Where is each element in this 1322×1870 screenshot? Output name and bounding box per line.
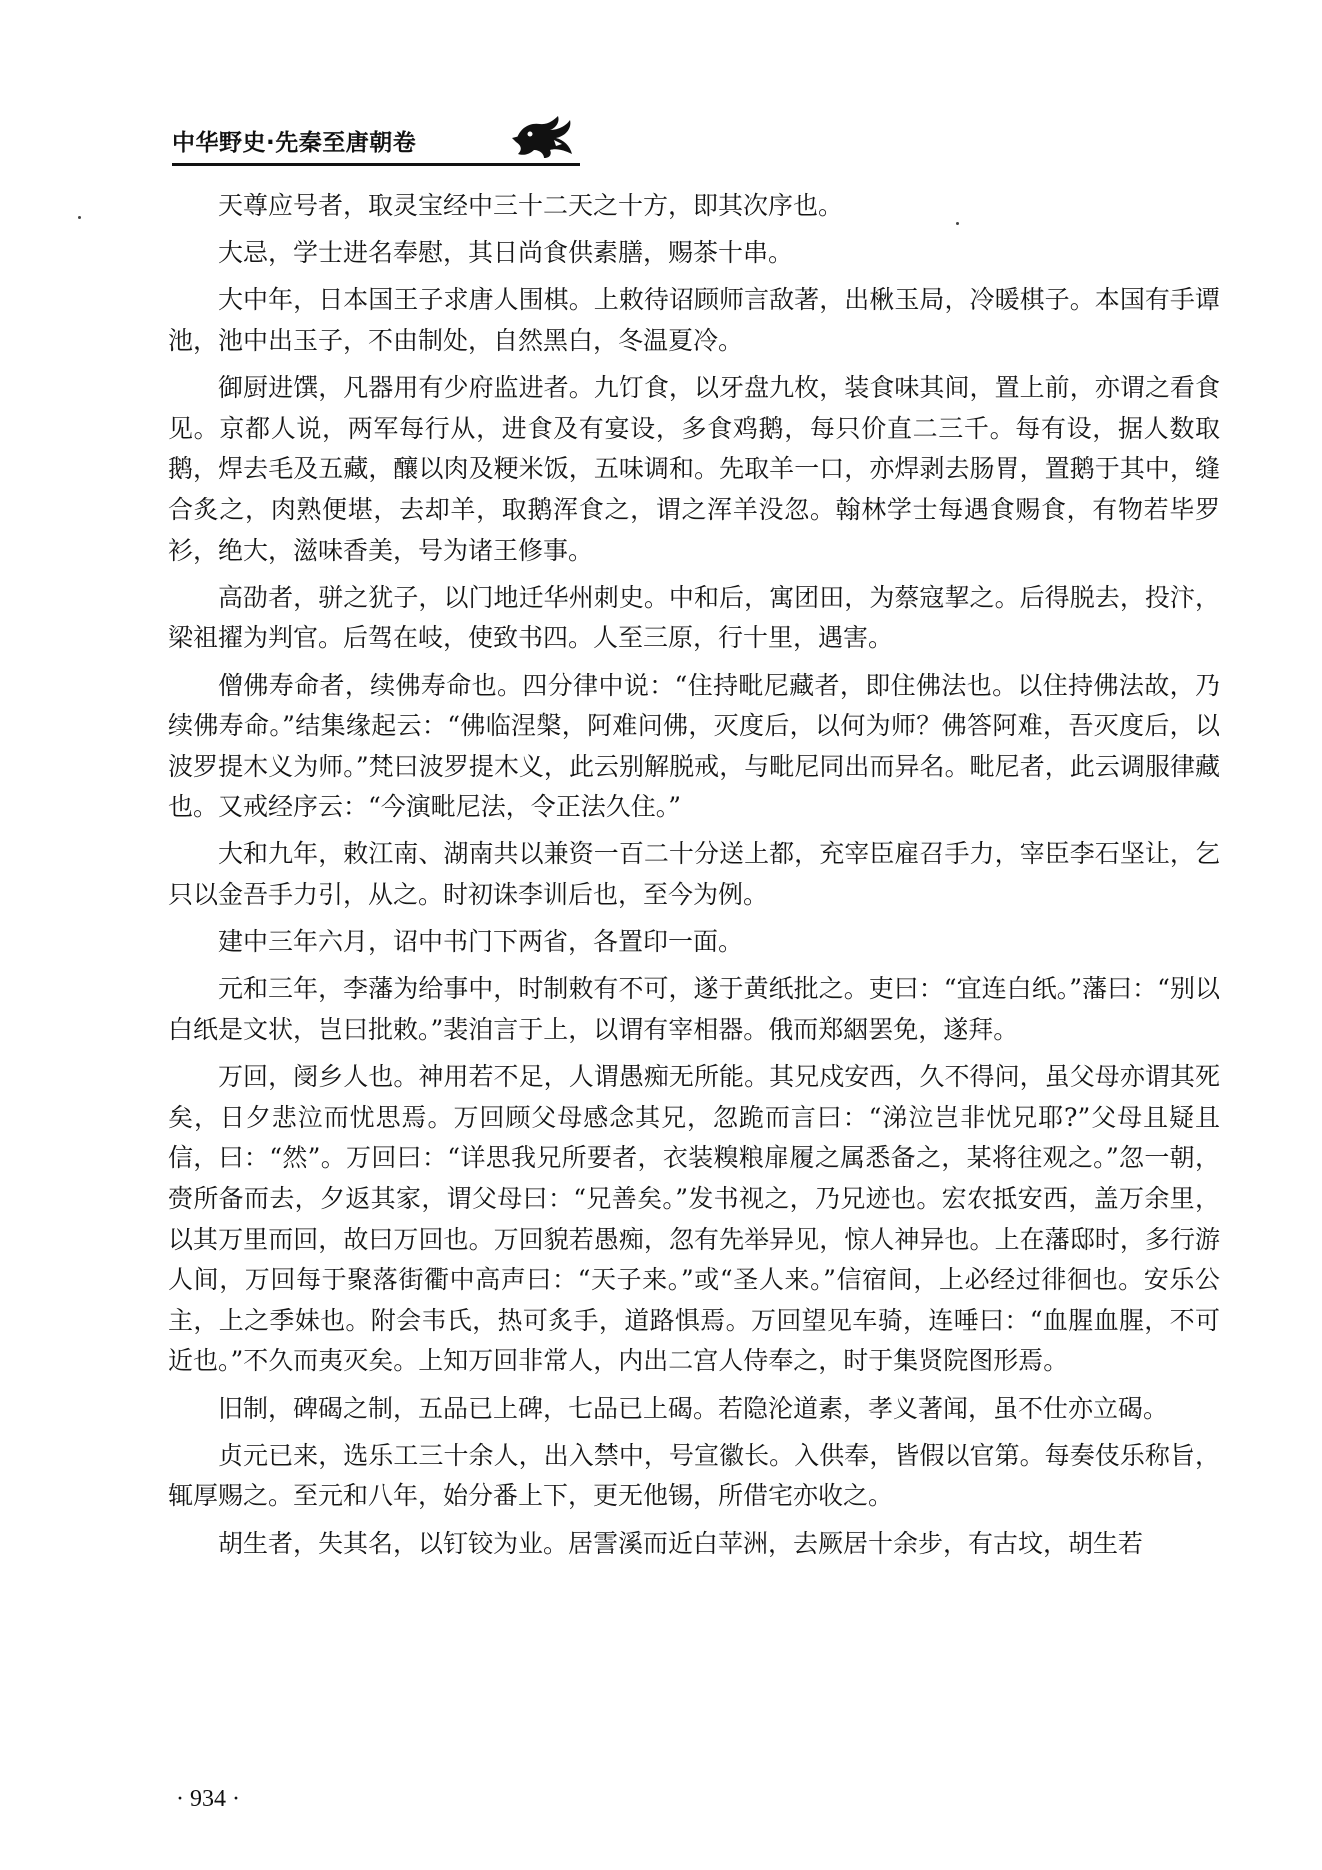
scan-speck <box>956 222 959 225</box>
paragraph: 大忌，学士进名奉慰，其日尚食供素膳，赐茶十串。 <box>218 238 794 268</box>
paragraph: 元和三年，李藩为给事中，时制敕有不可，遂于黄纸批之。吏曰：“宜连白纸。”藩曰：“别以白纸是文状，岂曰批敕。”裴洎言于上，以谓有宰相器。俄而郑絪罢免，遂拜。 <box>168 974 1220 1045</box>
dragon-emblem-icon <box>510 112 580 160</box>
paragraph: 贞元已来，选乐工三十余人，出入禁中，号宣徽长。入供奉，皆假以官第。每奏伎乐称旨，辄厚赐之。至元和八年，始分番上下，更无他锡，所借宅亦收之。 <box>168 1440 1220 1511</box>
paragraph: 建中三年六月，诏中书门下两省，各置印一面。 <box>218 927 744 957</box>
paragraph: 胡生者，失其名，以钉铰为业。居霅溪而近白苹洲，去厥居十余步，有古坟，胡生若 <box>218 1528 1144 1558</box>
running-header <box>172 112 582 160</box>
paragraph: 御厨进馔，凡器用有少府监进者。九饤食，以牙盘九枚，装食味其间，置上前，亦谓之看食见。京都人说，两军每行从，进食及有宴设，多食鸡鹅，每只价直二三千。每有设，据人数取鹅，焊去毛及五藏，釀以肉及粳米饭，五味调和。先取羊一口，亦焊剥去肠胃，置鹅于其中，缝合炙之，肉熟便堪，去却羊，取鹅浑食之，谓之浑羊没忽。翰林学士每遇食赐食，有物若毕罗衫，绝大，滋味香美，号为诸王修事。 <box>168 373 1220 565</box>
paragraph: 大和九年，敕江南、湖南共以兼资一百二十分送上都，充宰臣雇召手力，宰臣李石坚让，乞只以金吾手力引，从之。时初诛李训后也，至今为例。 <box>168 839 1220 910</box>
paragraph: 僧佛寿命者，续佛寿命也。四分律中说：“住持毗尼藏者，即住佛法也。以住持佛法故，乃续佛寿命。”结集缘起云：“佛临涅槃，阿难问佛，灭度后，以何为师？佛答阿难，吾灭度后，以波罗提木义为师。”梵曰波罗提木义，此云别解脱戒，与毗尼同出而异名。毗尼者，此云调服律藏也。又戒经序云：“今演毗尼法，令正法久住。” <box>168 670 1220 822</box>
main-text <box>168 186 1220 1571</box>
paragraph: 旧制，碑碣之制，五品已上碑，七品已上碣。若隐沦道素，孝义著闻，虽不仕亦立碣。 <box>218 1393 1169 1423</box>
paragraph: 万回，阌乡人也。神用若不足，人谓愚痴无所能。其兄戍安西，久不得问，虽父母亦谓其死矣，日夕悲泣而忧思焉。万回顾父母感念其兄，忽跪而言曰：“涕泣岂非忧兄耶?”父母且疑且信，曰：“然”。万回曰：“详思我兄所要者，衣装糗粮扉履之属悉备之，某将往观之。”忽一朝，赍所备而去，夕返其家，谓父母曰：“兄善矣。”发书视之，乃兄迹也。宏农抵安西，盖万余里，以其万里而回，故曰万回也。万回貌若愚痴，忽有先举异见，惊人神异也。上在藩邸时，多行游人间，万回每于聚落街衢中高声曰：“天子来。”或“圣人来。”信宿间，上必经过徘徊也。安乐公主，上之季妹也。附会韦氏，热可炙手，道路惧焉。万回望见车骑，连唾曰：“血腥血腥，不可近也。”不久而夷灭矣。上知万回非常人，内出二宫人侍奉之，时于集贤院图形焉。 <box>168 1062 1220 1376</box>
header-rule <box>172 163 580 166</box>
page-number: · 934 · <box>176 1786 240 1812</box>
paragraph: 大中年，日本国王子求唐人围棋。上敕待诏顾师言敌著，出楸玉局，冷暖棋子。本国有手谭池，池中出玉子，不由制处，自然黑白，冬温夏冷。 <box>168 285 1220 355</box>
paragraph: 高劭者，骈之犹子，以门地迁华州刺史。中和后，寓团田，为蔡寇挈之。后得脱去，投汴，梁祖擢为判官。后驾在岐，使致书四。人至三原，行十里，遇害。 <box>168 582 1220 653</box>
book-title: 中华野史·先秦至唐朝卷 <box>172 130 417 156</box>
paragraph: 天尊应号者，取灵宝经中三十二天之十方，即其次序也。 <box>218 191 844 220</box>
scan-speck <box>78 216 81 219</box>
